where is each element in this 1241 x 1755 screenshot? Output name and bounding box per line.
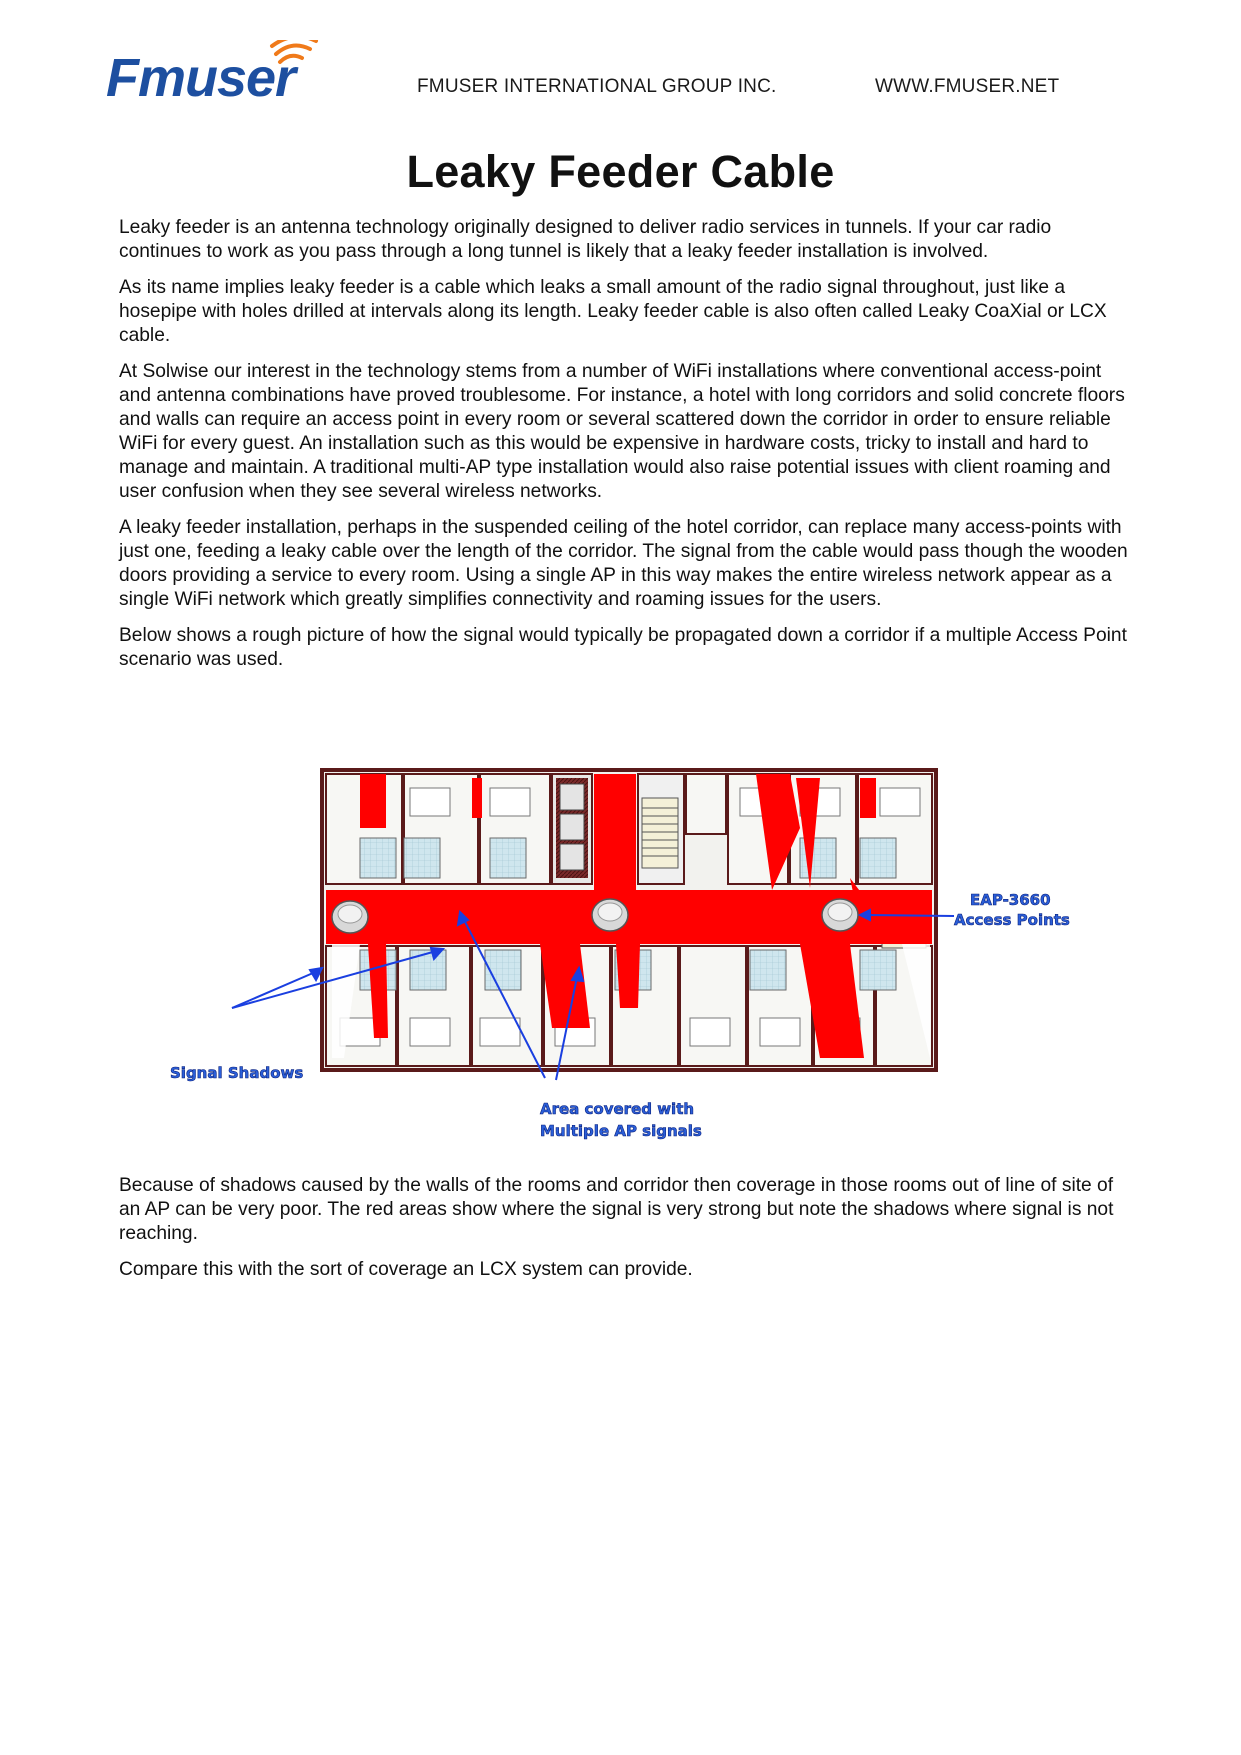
header-website[interactable]: WWW.FMUSER.NET — [875, 76, 1060, 97]
paragraph: Because of shadows caused by the walls of the rooms and corridor then coverage in those rooms out of line of site of an AP can be very poor. The red areas show where the signal is very strong but note the shadows where signal is not reaching. — [119, 1175, 1114, 1244]
paragraph: Leaky feeder is an antenna technology originally designed to deliver radio services in tunnels. If your car radio continues to work as you pass through a long tunnel is likely that a leaky feeder installation is involved. — [119, 217, 1052, 262]
label-ap-line1: EAP-3660 — [970, 891, 1051, 909]
conclusion-section — [119, 1174, 1129, 1294]
access-point-icon — [822, 899, 858, 931]
label-ap-line2: Access Points — [954, 911, 1070, 929]
logo-wordmark: Fmuser — [106, 48, 296, 104]
floor-plan-figure — [160, 758, 1090, 1158]
intro-section — [119, 216, 1129, 684]
label-area-line1: Area covered with — [540, 1100, 695, 1118]
access-point-icon — [592, 899, 628, 931]
header-company: FMUSER INTERNATIONAL GROUP INC. — [417, 76, 777, 97]
paragraph: Compare this with the sort of coverage an LCX system can provide. — [119, 1259, 693, 1280]
lift-shaft — [556, 778, 588, 878]
access-point-icon — [332, 901, 368, 933]
label-area-line2: Multiple AP signals — [540, 1122, 702, 1140]
paragraph: Below shows a rough picture of how the signal would typically be propagated down a corridor if a multiple Access Point scenario was used. — [119, 625, 1127, 670]
fmuser-logo — [104, 40, 354, 104]
page-title: Leaky Feeder Cable — [406, 146, 835, 197]
paragraph: A leaky feeder installation, perhaps in the suspended ceiling of the hotel corridor, can replace many access-points with just one, feeding a leaky cable over the length of the corridor. The signal from the cable would pass though the wooden doors providing a service to every room. Using a single AP in this way makes the entire wireless network appear as a single WiFi network which greatly simplifies connectivity and roaming issues for the users. — [119, 517, 1128, 610]
paragraph: As its name implies leaky feeder is a cable which leaks a small amount of the radio signal throughout, just like a hosepipe with holes drilled at intervals along its length. Leaky feeder cable is also often called Leaky CoaXial or LCX cable. — [119, 277, 1107, 346]
label-signal-shadows: Signal Shadows — [170, 1064, 304, 1082]
paragraph: At Solwise our interest in the technology stems from a number of WiFi installations where conventional access-point and antenna combinations have proved troublesome. For instance, a hotel with long corridors and solid concrete floors and walls can require an access point in every room or several scattered down the corridor in order to ensure reliable WiFi for every guest. An installation such as this would be expensive in hardware costs, tricky to install and hard to manage and maintain. A traditional multi-AP type installation would also raise potential issues with client roaming and user confusion when they see several wireless networks. — [119, 361, 1125, 502]
